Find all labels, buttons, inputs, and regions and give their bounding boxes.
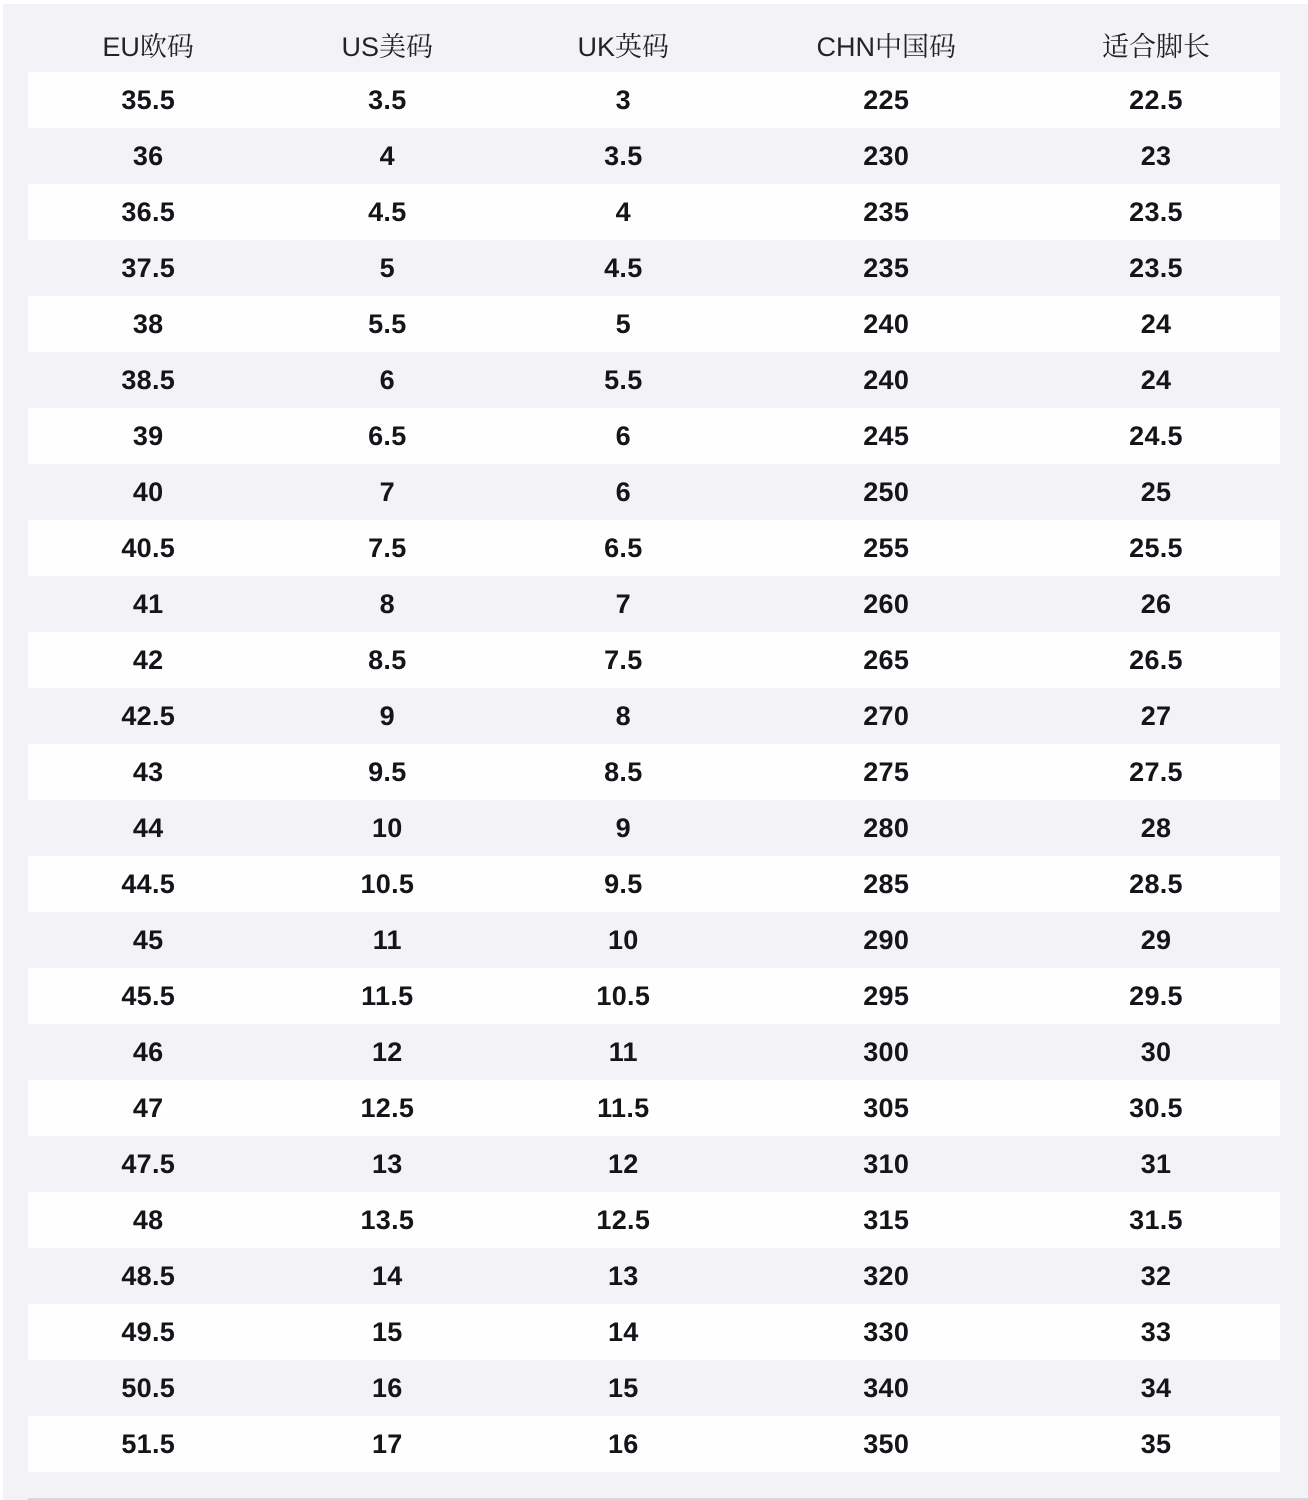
table-row [28, 1248, 1280, 1304]
table-cell: 23 [1140, 140, 1172, 171]
table-cell: 39 [132, 420, 164, 451]
table-cell: 235 [863, 196, 910, 227]
table-cell: 43 [132, 756, 164, 787]
header-foot-length: 适合脚长 [1102, 31, 1210, 62]
table-cell: 350 [863, 1428, 910, 1459]
table-cell: 11 [372, 924, 402, 955]
table-cell: 4.5 [604, 252, 643, 283]
table-cell: 12.5 [360, 1092, 415, 1123]
table-cell: 12 [371, 1036, 403, 1067]
table-cell: 51.5 [121, 1428, 176, 1459]
table-row [28, 464, 1280, 520]
table-cell: 6 [615, 420, 631, 451]
table-body [28, 72, 1280, 1472]
table-cell: 240 [863, 308, 910, 339]
table-cell: 42 [132, 644, 164, 675]
table-cell: 23.5 [1129, 196, 1183, 227]
table-cell: 240 [863, 364, 910, 395]
table-row [28, 968, 1280, 1024]
table-row [28, 1136, 1280, 1192]
table-cell: 7.5 [368, 532, 407, 563]
table-cell: 44 [132, 812, 164, 843]
table-cell: 30.5 [1129, 1092, 1183, 1123]
table-cell: 28 [1140, 812, 1172, 843]
table-cell: 11.5 [361, 980, 414, 1011]
table-cell: 10 [371, 812, 403, 843]
table-cell: 3 [615, 84, 631, 115]
table-row [28, 912, 1280, 968]
table-cell: 8.5 [368, 644, 407, 675]
table-cell: 9 [615, 812, 631, 843]
table-cell: 38.5 [121, 364, 176, 395]
table-cell: 36 [132, 140, 164, 171]
table-cell: 3.5 [368, 84, 407, 115]
table-row [28, 1080, 1280, 1136]
table-cell: 5.5 [604, 364, 643, 395]
table-row [28, 744, 1280, 800]
table-cell: 13.5 [360, 1204, 415, 1235]
table-row [28, 688, 1280, 744]
table-cell: 7 [379, 476, 395, 507]
table-cell: 50.5 [121, 1372, 176, 1403]
table-cell: 4 [379, 140, 395, 171]
table-cell: 280 [863, 812, 910, 843]
table-cell: 27 [1140, 700, 1172, 731]
table-cell: 41 [132, 588, 164, 619]
table-cell: 14 [371, 1260, 403, 1291]
table-row [28, 408, 1280, 464]
table-cell: 28.5 [1129, 868, 1183, 899]
table-cell: 38 [132, 308, 164, 339]
table-cell: 24.5 [1129, 420, 1183, 451]
table-cell: 42.5 [121, 700, 176, 731]
table-row [28, 296, 1280, 352]
table-cell: 48.5 [121, 1260, 176, 1291]
table-cell: 46 [132, 1036, 164, 1067]
table-cell: 25 [1140, 476, 1172, 507]
table-cell: 45 [132, 924, 164, 955]
table-cell: 5.5 [368, 308, 407, 339]
table-row [28, 520, 1280, 576]
table-cell: 37.5 [121, 252, 176, 283]
table-row [28, 352, 1280, 408]
table-cell: 48 [132, 1204, 164, 1235]
table-cell: 16 [607, 1428, 639, 1459]
table-row [28, 632, 1280, 688]
table-cell: 12 [607, 1148, 639, 1179]
table-row [28, 184, 1280, 240]
table-cell: 9.5 [604, 868, 643, 899]
table-row [28, 856, 1280, 912]
table-cell: 6.5 [368, 420, 407, 451]
table-cell: 340 [863, 1372, 910, 1403]
table-cell: 260 [863, 588, 910, 619]
table-cell: 315 [863, 1204, 910, 1235]
table-cell: 5 [379, 252, 395, 283]
table-cell: 11 [608, 1036, 638, 1067]
table-cell: 32 [1140, 1260, 1172, 1291]
table-cell: 14 [607, 1316, 639, 1347]
shoe-size-conversion-table [28, 0, 1280, 1472]
table-cell: 310 [863, 1148, 910, 1179]
table-cell: 34 [1140, 1372, 1172, 1403]
table-cell: 295 [863, 980, 910, 1011]
table-row [28, 1360, 1280, 1416]
table-cell: 285 [863, 868, 910, 899]
table-cell: 300 [863, 1036, 910, 1067]
table-cell: 8.5 [604, 756, 643, 787]
table-cell: 47 [132, 1092, 164, 1123]
table-cell: 6.5 [604, 532, 643, 563]
table-cell: 31 [1140, 1148, 1172, 1179]
table-cell: 7 [615, 588, 631, 619]
table-cell: 26.5 [1129, 644, 1183, 675]
table-cell: 8 [379, 588, 395, 619]
table-cell: 49.5 [121, 1316, 176, 1347]
table-cell: 30 [1140, 1036, 1172, 1067]
table-cell: 29.5 [1129, 980, 1183, 1011]
table-cell: 24 [1140, 308, 1172, 339]
table-cell: 35 [1140, 1428, 1172, 1459]
table-row [28, 1304, 1280, 1360]
table-cell: 8 [615, 700, 631, 731]
table-cell: 265 [863, 644, 910, 675]
table-cell: 10.5 [360, 868, 415, 899]
table-row [28, 240, 1280, 296]
table-cell: 47.5 [121, 1148, 176, 1179]
table-cell: 40.5 [121, 532, 176, 563]
header-chn-size: CHN中国码 [816, 31, 956, 62]
table-cell: 40 [132, 476, 164, 507]
table-cell: 330 [863, 1316, 910, 1347]
table-cell: 10 [607, 924, 639, 955]
table-cell: 31.5 [1129, 1204, 1183, 1235]
table-cell: 23.5 [1129, 252, 1183, 283]
table-cell: 17 [371, 1428, 403, 1459]
header-eu-size: EU欧码 [102, 31, 194, 62]
table-cell: 45.5 [121, 980, 176, 1011]
table-row [28, 1416, 1280, 1472]
table-cell: 27.5 [1129, 756, 1183, 787]
table-cell: 305 [863, 1092, 910, 1123]
table-cell: 26 [1140, 588, 1172, 619]
table-cell: 3.5 [604, 140, 643, 171]
table-cell: 22.5 [1129, 84, 1183, 115]
table-cell: 15 [371, 1316, 403, 1347]
table-cell: 9.5 [368, 756, 407, 787]
table-cell: 250 [863, 476, 910, 507]
table-cell: 7.5 [604, 644, 643, 675]
table-cell: 290 [863, 924, 910, 955]
table-cell: 9 [379, 700, 395, 731]
table-cell: 225 [863, 84, 910, 115]
table-cell: 11.5 [597, 1092, 650, 1123]
table-cell: 275 [863, 756, 910, 787]
table-row [28, 576, 1280, 632]
header-us-size: US美码 [341, 31, 434, 62]
table-cell: 25.5 [1129, 532, 1183, 563]
table-row [28, 1192, 1280, 1248]
table-cell: 4.5 [368, 196, 407, 227]
table-cell: 29 [1140, 924, 1172, 955]
table-cell: 320 [863, 1260, 910, 1291]
table-cell: 4 [615, 196, 631, 227]
table-cell: 230 [863, 140, 910, 171]
table-cell: 13 [607, 1260, 639, 1291]
table-cell: 6 [379, 364, 395, 395]
table-cell: 6 [615, 476, 631, 507]
table-cell: 13 [371, 1148, 403, 1179]
table-cell: 270 [863, 700, 910, 731]
table-cell: 10.5 [596, 980, 651, 1011]
header-uk-size: UK英码 [577, 31, 670, 62]
table-cell: 24 [1140, 364, 1172, 395]
table-row [28, 1024, 1280, 1080]
table-cell: 36.5 [121, 196, 176, 227]
table-cell: 15 [607, 1372, 639, 1403]
table-row [28, 128, 1280, 184]
table-cell: 235 [863, 252, 910, 283]
table-cell: 16 [371, 1372, 403, 1403]
table-row [28, 800, 1280, 856]
table-row [28, 72, 1280, 128]
table-cell: 33 [1140, 1316, 1172, 1347]
table-cell: 5 [615, 308, 631, 339]
table-header-row [28, 0, 1280, 72]
table-cell: 245 [863, 420, 910, 451]
table-cell: 255 [863, 532, 910, 563]
table-cell: 35.5 [121, 84, 176, 115]
table-cell: 44.5 [121, 868, 176, 899]
table-cell: 12.5 [596, 1204, 651, 1235]
